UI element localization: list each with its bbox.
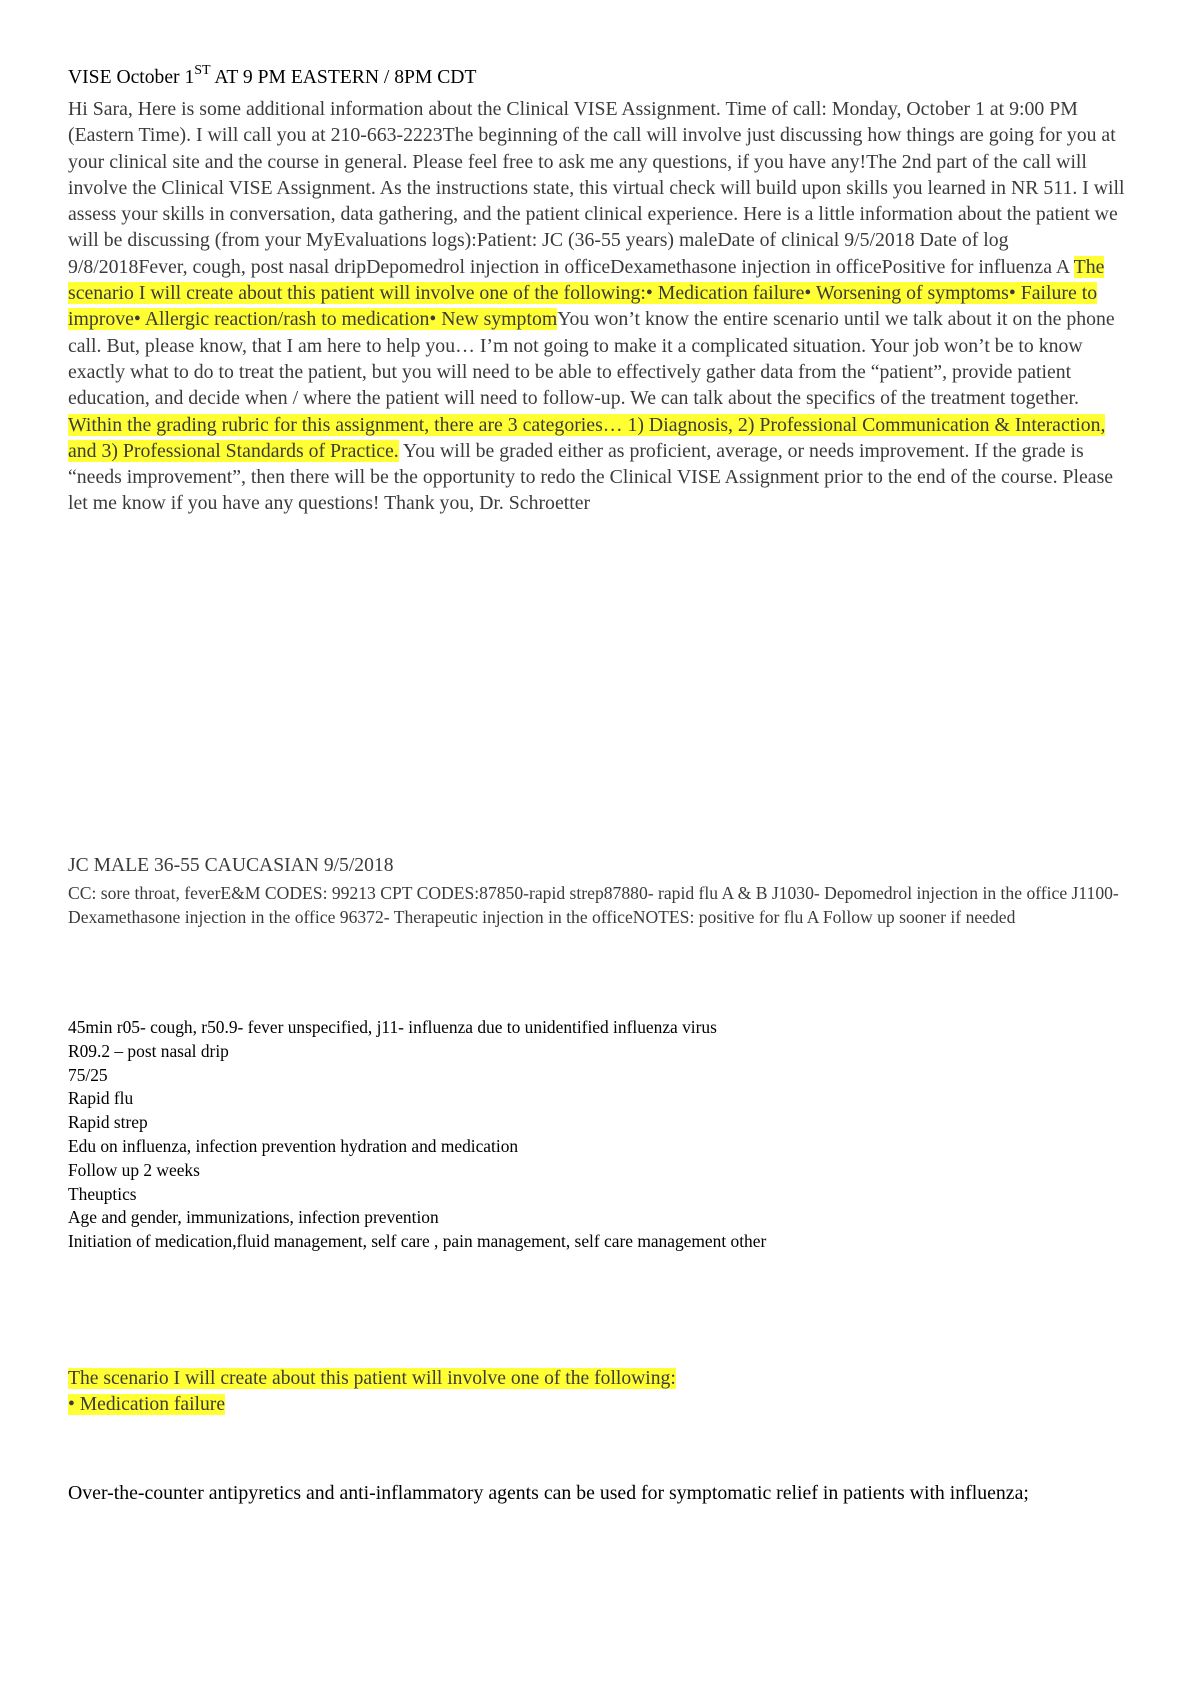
letter-paragraph bbox=[68, 96, 1126, 517]
list-item: 45min r05- cough, r50.9- fever unspecified, j11- influenza due to unidentified influenza virus bbox=[68, 1017, 717, 1037]
scenario-block bbox=[68, 1366, 1126, 1417]
case-notes: CC: sore throat, feverE&M CODES: 99213 CPT CODES:87850-rapid strep87880- rapid flu A & B J1030- Depomedrol injection in the office J1100- Dexamethasone injection in the office 96372- Therapeutic injection in the officeNOTES: positive for flu A Follow up sooner if needed bbox=[68, 883, 1119, 927]
list-item: Initiation of medication,fluid management, self care , pain management, self care management other bbox=[68, 1231, 767, 1252]
list-item: Follow up 2 weeks bbox=[68, 1159, 200, 1180]
case-heading: JC MALE 36-55 CAUCASIAN 9/5/2018 bbox=[68, 855, 394, 876]
list-item: R09.2 – post nasal drip bbox=[68, 1040, 229, 1061]
page-title bbox=[68, 63, 1126, 90]
highlighted-scenario-text: The scenario I will create about this patient will involve one of the following:• Medication failure• Worsening of symptoms• Failure to improve• Allergic reaction/rash to medication• New symptom bbox=[68, 255, 1105, 331]
title-suffix: AT 9 PM EASTERN / 8PM CDT bbox=[210, 67, 477, 88]
letter-text-3: You will be graded either as proficient, average, or needs improvement. If the grade is “needs improvement”, then there will be the opportunity to redo the Clinical VISE Assignment prior to the end of the course. Please let me know if you have any questions! Thank you, Dr. Schroetter bbox=[68, 439, 1114, 515]
title-prefix: VISE October 1 bbox=[68, 67, 195, 88]
list-item: Rapid strep bbox=[68, 1112, 148, 1133]
list-item: Age and gender, immunizations, infection prevention bbox=[68, 1207, 439, 1228]
scenario-line-1: The scenario I will create about this patient will involve one of the following: bbox=[68, 1368, 676, 1389]
otc-paragraph: Over-the-counter antipyretics and anti-inflammatory agents can be used for symptomatic relief in patients with influenza; bbox=[68, 1482, 1029, 1504]
scenario-line-2: • Medication failure bbox=[68, 1393, 226, 1415]
letter-text-1: Hi Sara, Here is some additional information about the Clinical VISE Assignment. Time of call: Monday, October 1 at 9:00 PM (Eastern Time). I will call you at 210-663-2223The beginning of the call will involve just discussing how things are going for you at your clinical site and the course in general. Please feel free to ask me any questions, if you have any!The 2nd part of the call will involve the Clinical VISE Assignment. As the instructions state, this virtual check will build upon skills you learned in NR 511. I will assess your skills in conversation, data gathering, and the patient clinical experience. Here is a little information about the patient we will be discussing (from your MyEvaluations logs):Patient: JC (36-55 years) maleDate of clinical 9/5/2018 Date of log 9/8/2018Fever, cough, post nasal dripDepomedrol injection in officeDexamethasone injection in officePositive for influenza A bbox=[68, 98, 1125, 278]
title-superscript: ST bbox=[194, 63, 211, 78]
list-item: 75/25 bbox=[68, 1064, 108, 1085]
list-item: Edu on influenza, infection prevention hydration and medication bbox=[68, 1135, 519, 1156]
list-item: Rapid flu bbox=[68, 1088, 134, 1109]
highlighted-rubric-text: Within the grading rubric for this assignment, there are 3 categories… 1) Diagnosis, 2) Professional Communication & Interaction, and 3) Professional Standards of Practice. bbox=[68, 413, 1106, 462]
letter-text-2: You won’t know the entire scenario until we talk about it on the phone call. But, please know, that I am here to help you… I’m not going to make it a complicated situation. Your job won’t be to know exactly what to do to treat the patient, but you will need to be able to effectively gather data from the “patient”, provide patient education, and decide when / where the patient will need to follow-up. We can talk about the specifics of the treatment together. bbox=[68, 308, 1115, 410]
log-list bbox=[68, 1016, 1126, 1254]
list-item: Theuptics bbox=[68, 1183, 137, 1204]
